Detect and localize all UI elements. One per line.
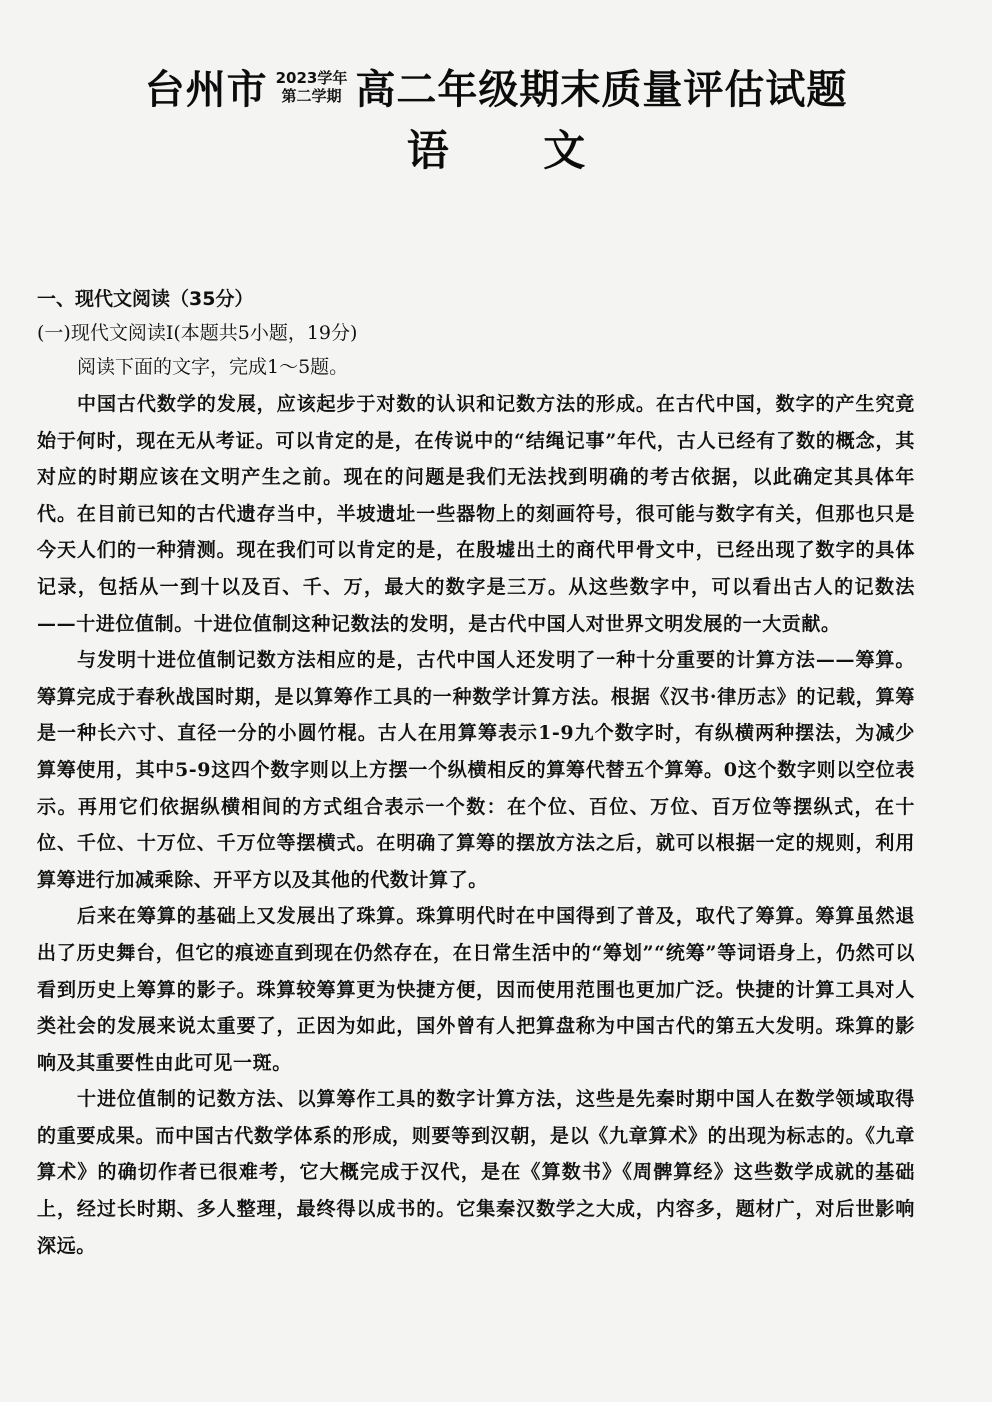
reading-instruction: 阅读下面的文字，完成1～5题。 — [77, 356, 349, 378]
passage-paragraph-3: 后来在筹算的基础上又发展出了珠算。珠算明代时在中国得到了普及，取代了筹算。筹算虽然退出了历史舞台，但它的痕迹直到现在仍然存在，在日常生活中的“筹划”“统筹”等词语身上，仍然可以看到历史上筹算的影子。珠算较筹算更为快捷方便，因而使用范围也更加广泛。快捷的计算工具对人类社会的发展来说太重要了，正因为如此，国外曾有人把算盘称为中国古代的第五大发明。珠算的影响及其重要性由此可见一斑。 — [37, 905, 915, 1074]
exam-title-line — [0, 58, 992, 115]
section-heading: 一、现代文阅读（35分） — [37, 288, 254, 310]
passage-paragraph-1: 中国古代数学的发展，应该起步于对数的认识和记数方法的形成。在古代中国，数字的产生究竟始于何时，现在无从考证。可以肯定的是，在传说中的“结绳记事”年代，古人已经有了数的概念，其对应的时期应该在文明产生之前。现在的问题是我们无法找到明确的考古依据，以此确定其具体年代。在目前已知的古代遗存当中，半坡遗址一些器物上的刻画符号，很可能与数字有关，但那也只是今天人们的一种猜测。现在我们可以肯定的是，在殷墟出土的商代甲骨文中，已经出现了数字的具体记录，包括从一到十以及百、千、万，最大的数字是三万。从这些数字中，可以看出古人的记数法——十进位值制。十进位值制这种记数法的发明，是古代中国人对世界文明发展的一大贡献。 — [37, 393, 915, 635]
semester: 第二学期 — [281, 86, 342, 105]
city-name: 台州市 — [144, 67, 268, 113]
academic-year: 2023学年 — [275, 68, 348, 87]
exam-content — [37, 282, 915, 1264]
subject-title: 语 文 — [406, 126, 626, 175]
subsection-heading: (一)现代文阅读Ⅰ(本题共5小题，19分) — [37, 322, 358, 344]
passage-paragraph-2: 与发明十进位值制记数方法相应的是，古代中国人还发明了一种十分重要的计算方法——筹算。筹算完成于春秋战国时期，是以算筹作工具的一种数学计算方法。根据《汉书·律历志》的记载，算筹是一种长六寸、直径一分的小圆竹棍。古人在用算筹表示1-9九个数字时，有纵横两种摆法，为减少算筹使用，其中5-9这四个数字则以上方摆一个纵横相反的算筹代替五个算筹。0这个数字则以空位表示。再用它们依据纵横相间的方式组合表示一个数：在个位、百位、万位、百万位等摆纵式，在十位、千位、十万位、千万位等摆横式。在明确了算筹的摆放方法之后，就可以根据一定的规则，利用算筹进行加减乘除、开平方以及其他的代数计算了。 — [37, 649, 915, 891]
exam-title: 高二年级期末质量评估试题 — [355, 67, 848, 113]
passage-paragraph-4: 十进位值制的记数方法、以算筹作工具的数字计算方法，这些是先秦时期中国人在数学领域取得的重要成果。而中国古代数学体系的形成，则要等到汉朝，是以《九章算术》的出现为标志的。《九章算术》的确切作者已很难考，它大概完成于汉代，是在《算数书》《周髀算经》这些数学成就的基础上，经过长时期、多人整理，最终得以成书的。它集秦汉数学之大成，内容多，题材广，对后世影响深远。 — [37, 1088, 915, 1257]
academic-term — [276, 69, 348, 105]
